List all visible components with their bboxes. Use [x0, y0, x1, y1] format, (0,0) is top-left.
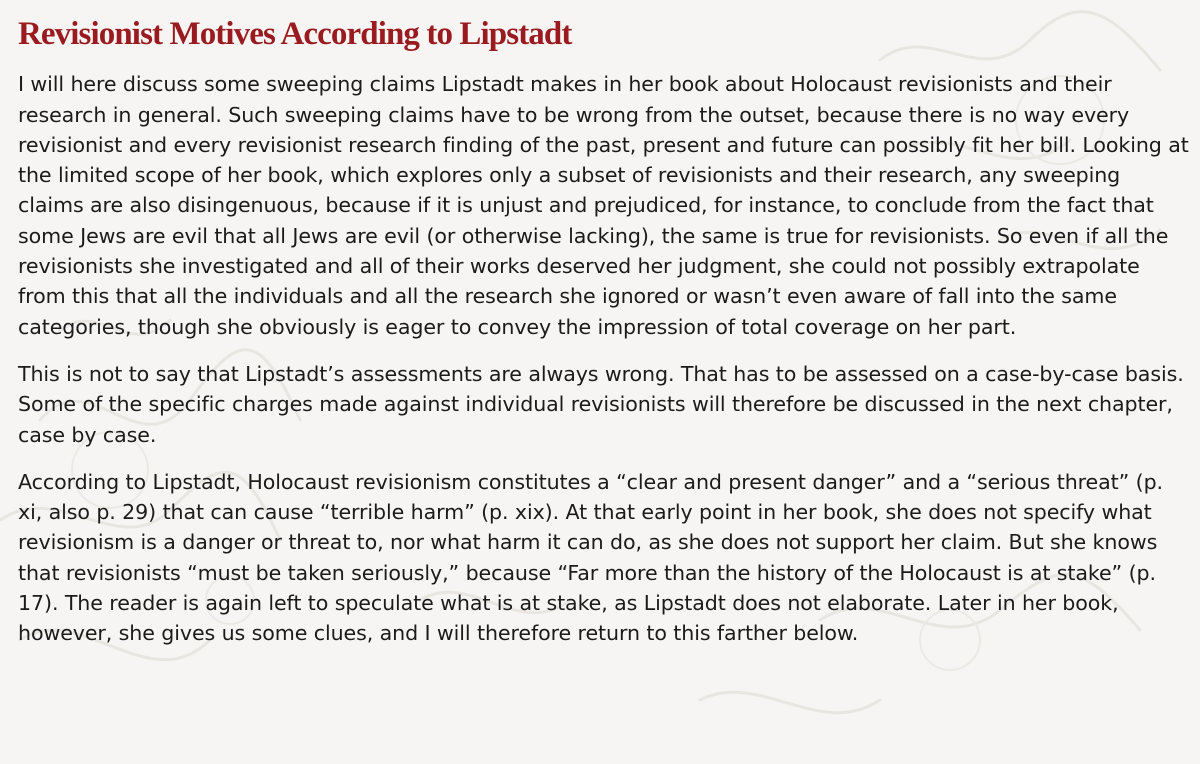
article [18, 14, 1190, 666]
article-paragraph: This is not to say that Lipstadt’s assessments are always wrong. That has to be assessed on a case-by-case basis. Some of the specific charges made against individual revisionists will therefore be discussed in the next chapter, case by case. [18, 361, 1184, 447]
article-paragraph: According to Lipstadt, Holocaust revisionism constitutes a “clear and present danger” and a “serious threat” (p. xi, also p. 29) that can cause “terrible harm” (p. xix). At that early point in her book, she does not specify what revisionism is a danger or threat to, nor what harm it can do, as she does not support her claim. But she knows that revisionists “must be taken seriously,” because “Far more than the history of the Holocaust is at stake” (p. 17). The reader is again left to speculate what is at stake, as Lipstadt does not elaborate. Later in her book, however, she gives us some clues, and I will therefore return to this farther below. [18, 469, 1163, 646]
article-paragraph: I will here discuss some sweeping claims Lipstadt makes in her book about Holocaust revisionists and their research in general. Such sweeping claims have to be wrong from the outset, because there is no way every revisionist and every revisionist research finding of the past, present and future can possibly fit her bill. Looking at the limited scope of her book, which explores only a subset of revisionists and their research, any sweeping claims are also disingenuous, because if it is unjust and prejudiced, for instance, to conclude from the fact that some Jews are evil that all Jews are evil (or otherwise lacking), the same is true for revisionists. So even if all the revisionists she investigated and all of their works deserved her judgment, she could not possibly extrapolate from this that all the individuals and all the research she ignored or wasn’t even aware of fall into the same categories, though she obviously is eager to convey the impression of total coverage on her part. [18, 72, 1189, 339]
article-heading: Revisionist Motives According to Lipstadt [18, 16, 572, 52]
